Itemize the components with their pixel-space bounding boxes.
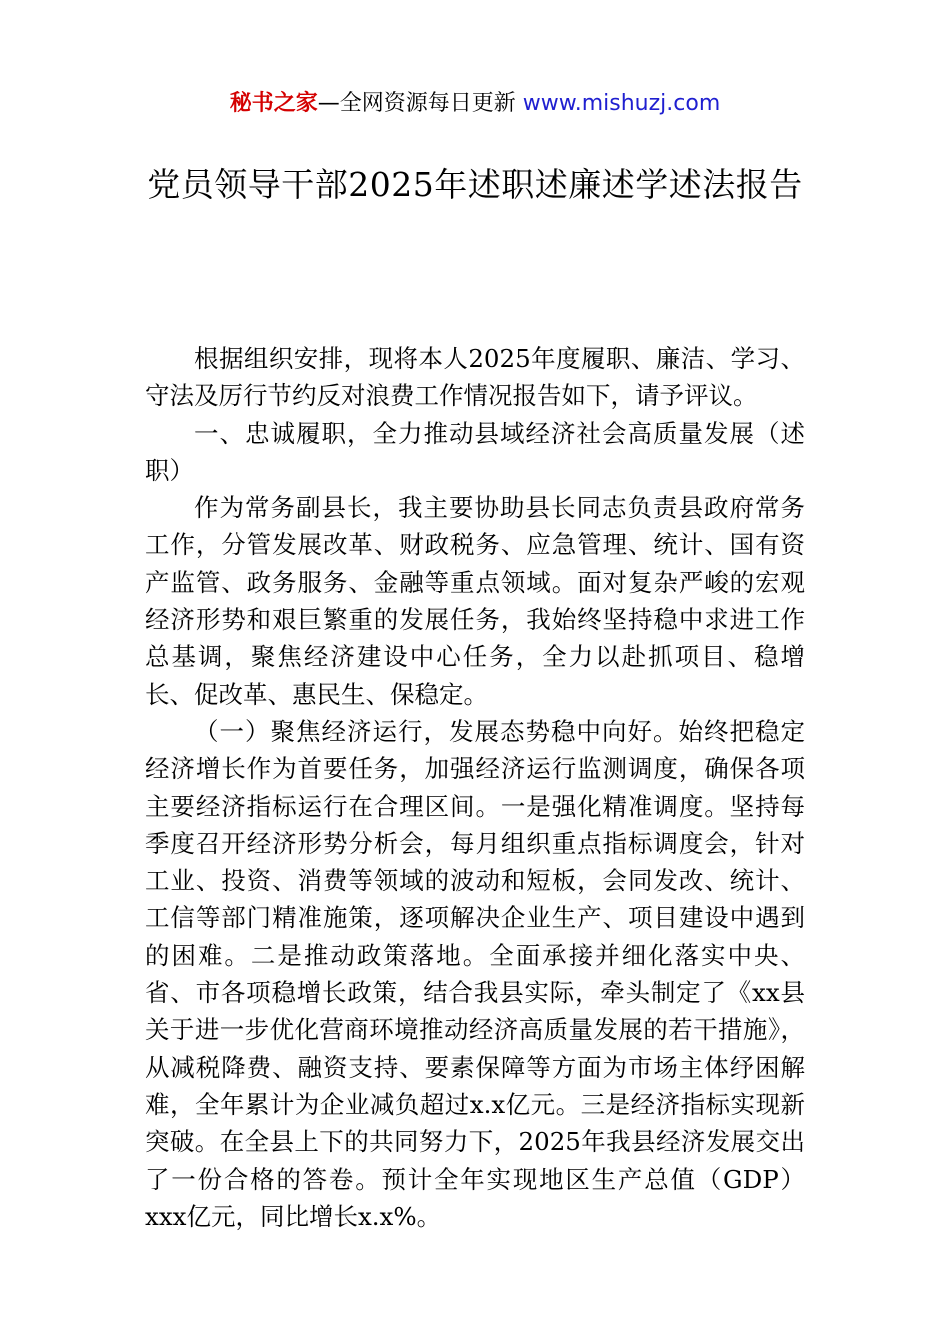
site-brand: 秘书之家 bbox=[229, 91, 318, 116]
body-paragraph: 作为常务副县长，我主要协助县长同志负责县政府常务工作，分管发展改革、财政税务、应急管理、统计、国有资产监管、政务服务、金融等重点领域。面对复杂严峻的宏观经济形势和艰巨繁重的发展任务，我始终坚持稳中求进工作总基调，聚焦经济建设中心任务，全力以赴抓项目、稳增长、促改革、惠民生、保稳定。 bbox=[145, 493, 805, 709]
site-url-link[interactable]: www.mishuzj.com bbox=[522, 91, 721, 116]
document-body bbox=[145, 340, 805, 1235]
body-paragraph: （一）聚焦经济运行，发展态势稳中向好。始终把稳定经济增长作为首要任务，加强经济运行监测调度，确保各项主要经济指标运行在合理区间。一是强化精准调度。坚持每季度召开经济形势分析会，每月组织重点指标调度会，针对工业、投资、消费等领域的波动和短板，会同发改、统计、工信等部门精准施策，逐项解决企业生产、项目建设中遇到的困难。二是推动政策落地。全面承接并细化落实中央、省、市各项稳增长政策，结合我县实际，牵头制定了《xx县关于进一步优化营商环境推动经济高质量发展的若干措施》，从减税降费、融资支持、要素保障等方面为市场主体纾困解难，全年累计为企业减负超过x.x亿元。三是经济指标实现新突破。在全县上下的共同努力下，2025年我县经济发展交出了一份合格的答卷。预计全年实现地区生产总值（GDP）xxx亿元，同比增长x.x%。 bbox=[145, 716, 805, 1231]
document-title: 党员领导干部2025年述职述廉述学述法报告 bbox=[147, 165, 803, 204]
site-slogan: —全网资源每日更新 bbox=[317, 91, 523, 116]
section-heading: 一、忠诚履职，全力推动县域经济社会高质量发展（述职） bbox=[145, 418, 805, 485]
site-header bbox=[0, 86, 950, 122]
intro-paragraph: 根据组织安排，现将本人2025年度履职、廉洁、学习、守法及厉行节约反对浪费工作情况报告如下，请予评议。 bbox=[145, 344, 805, 411]
